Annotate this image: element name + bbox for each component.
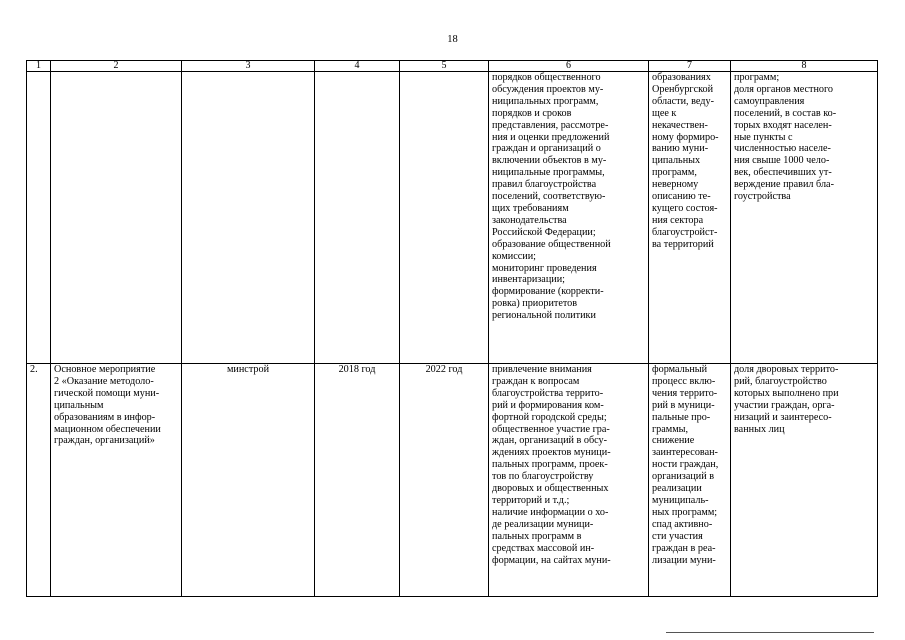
text-line: включении объектов в му- — [492, 155, 607, 167]
text-line: ва территорий — [652, 238, 714, 250]
text-line: которых выполнено при — [734, 387, 839, 399]
text-line: кущего состоя- — [652, 202, 718, 214]
text-line: торых входят населен- — [734, 119, 832, 131]
text-line: ниципальных программ, — [492, 95, 599, 107]
text-line: формирование (корректи- — [492, 286, 604, 298]
text-line: ципальным — [54, 399, 104, 411]
text-line: щее к — [652, 107, 677, 119]
text-line: муниципаль- — [652, 494, 709, 506]
text-line: пальных программ в — [492, 530, 582, 542]
text-line: процесс вклю- — [652, 375, 716, 387]
row-number-cell: 2. — [27, 364, 51, 597]
end-year-cell — [400, 72, 489, 364]
measure-name-cell — [51, 72, 182, 364]
consequences-cell — [649, 364, 731, 597]
text-line: поселений, в состав ко- — [734, 107, 837, 119]
text-line: ному формиро- — [652, 131, 719, 143]
text-line: численностью населе- — [734, 143, 831, 155]
end-year-cell: 2022 год — [400, 364, 489, 597]
text-line: ния сектора — [652, 214, 704, 226]
column-number: 1 — [27, 61, 51, 72]
text-line: наличие информации о хо- — [492, 506, 609, 518]
text-line: граждан, организаций» — [54, 435, 155, 447]
text-line: некачествен- — [652, 119, 708, 131]
page-number: 18 — [447, 34, 458, 45]
text-line: порядков общественного — [492, 72, 601, 83]
expected-result-cell — [489, 72, 649, 364]
expected-result-cell — [489, 364, 649, 597]
text-line: чения террито- — [652, 387, 718, 399]
column-number: 2 — [51, 61, 182, 72]
text-line: территорий и т.д.; — [492, 494, 570, 506]
column-number: 8 — [731, 61, 878, 72]
text-line: заинтересован- — [652, 447, 718, 459]
text-line: неверному — [652, 179, 699, 191]
text-line: мационном обеспечении — [54, 423, 161, 435]
text-line: граждан и организаций о — [492, 143, 601, 155]
text-line: ждениях проектов муници- — [492, 447, 611, 459]
table-row — [27, 72, 878, 364]
text-line: граждан в реа- — [652, 542, 716, 554]
text-line: программ; — [734, 72, 780, 83]
text-line: доля дворовых террито- — [734, 364, 839, 375]
start-year-cell — [315, 72, 400, 364]
text-line: привлечение внимания — [492, 364, 592, 375]
executor-cell — [182, 72, 315, 364]
text-line: инвентаризации; — [492, 274, 566, 286]
indicators-cell — [731, 364, 878, 597]
text-line: ния и оценки предложений — [492, 131, 610, 143]
executor-cell: минстрой — [182, 364, 315, 597]
text-line: век, обеспечивших ут- — [734, 167, 832, 179]
text-line: ности граждан, — [652, 459, 719, 471]
text-line: формации, на сайтах муни- — [492, 554, 611, 566]
text-line: ровка) приоритетов — [492, 298, 578, 310]
text-line: комиссии; — [492, 250, 537, 262]
text-line: мониторинг проведения — [492, 262, 597, 274]
text-line: образованиям в инфор- — [54, 411, 156, 423]
text-line: ванию муни- — [652, 143, 709, 155]
text-line: организаций в — [652, 471, 715, 483]
text-line: пальные про- — [652, 411, 711, 423]
text-line: ные пункты с — [734, 131, 793, 143]
text-line: рий и формирования ком- — [492, 399, 604, 411]
indicators-cell — [731, 72, 878, 364]
column-number: 6 — [489, 61, 649, 72]
text-line: ципальных — [652, 155, 701, 167]
text-line: спад активно- — [652, 518, 713, 530]
text-line: фортной городской среды; — [492, 411, 607, 423]
text-line: образование общественной — [492, 238, 611, 250]
column-number: 3 — [182, 61, 315, 72]
text-line: низаций и заинтересо- — [734, 411, 832, 423]
text-line: описанию те- — [652, 191, 711, 203]
text-line: пальных программ, проек- — [492, 459, 608, 471]
text-line: реализации — [652, 483, 702, 495]
text-line: законодательства — [492, 214, 567, 226]
text-line: ния свыше 1000 чело- — [734, 155, 830, 167]
text-line: лизации муни- — [652, 554, 716, 566]
text-line: сти участия — [652, 530, 703, 542]
text-line: гической помощи муни- — [54, 387, 160, 399]
text-line: самоуправления — [734, 95, 805, 107]
text-line: рий в муници- — [652, 399, 715, 411]
text-line: правил благоустройства — [492, 179, 597, 191]
text-line: обсуждения проектов му- — [492, 83, 604, 95]
text-line: региональной политики — [492, 310, 596, 322]
text-line: ниципальные программы, — [492, 167, 605, 179]
text-line: ждан, организаций в обсу- — [492, 435, 608, 447]
column-number: 5 — [400, 61, 489, 72]
text-line: области, веду- — [652, 95, 714, 107]
text-line: верждение правил бла- — [734, 179, 834, 191]
text-line: дворовых и общественных — [492, 483, 609, 495]
text-line: тов по благоустройству — [492, 471, 594, 483]
text-line: представления, рассмотре- — [492, 119, 609, 131]
text-line: формальный — [652, 364, 708, 375]
text-line: образованиях — [652, 72, 711, 83]
text-line: поселений, соответствую- — [492, 191, 606, 203]
column-number: 4 — [315, 61, 400, 72]
column-number-row — [27, 61, 878, 72]
text-line: де реализации муници- — [492, 518, 594, 530]
text-line: средствах массовой ин- — [492, 542, 595, 554]
text-line: участии граждан, орга- — [734, 399, 835, 411]
row-number-cell — [27, 72, 51, 364]
text-line: благоустройст- — [652, 226, 718, 238]
text-line: ных программ; — [652, 506, 718, 518]
measure-name-cell — [51, 364, 182, 597]
text-line: общественное участие гра- — [492, 423, 610, 435]
text-line: программ, — [652, 167, 697, 179]
start-year-cell: 2018 год — [315, 364, 400, 597]
text-line: Основное мероприятие — [54, 364, 156, 375]
measures-table — [26, 60, 878, 597]
text-line: Российской Федерации; — [492, 226, 596, 238]
text-line: граждан к вопросам — [492, 375, 580, 387]
text-line: рий, благоустройство — [734, 375, 827, 387]
text-line: Оренбургской — [652, 83, 714, 95]
text-line: 2 «Оказание методоло- — [54, 375, 154, 387]
text-line: благоустройства террито- — [492, 387, 604, 399]
table-row — [27, 364, 878, 597]
text-line: гоустройства — [734, 191, 791, 203]
text-line: ванных лиц — [734, 423, 785, 435]
text-line: снижение — [652, 435, 695, 447]
text-line: граммы, — [652, 423, 689, 435]
text-line: доля органов местного — [734, 83, 834, 95]
column-number: 7 — [649, 61, 731, 72]
page-edge-line — [666, 632, 874, 633]
text-line: щих требованиям — [492, 202, 569, 214]
consequences-cell — [649, 72, 731, 364]
text-line: порядков и сроков — [492, 107, 572, 119]
